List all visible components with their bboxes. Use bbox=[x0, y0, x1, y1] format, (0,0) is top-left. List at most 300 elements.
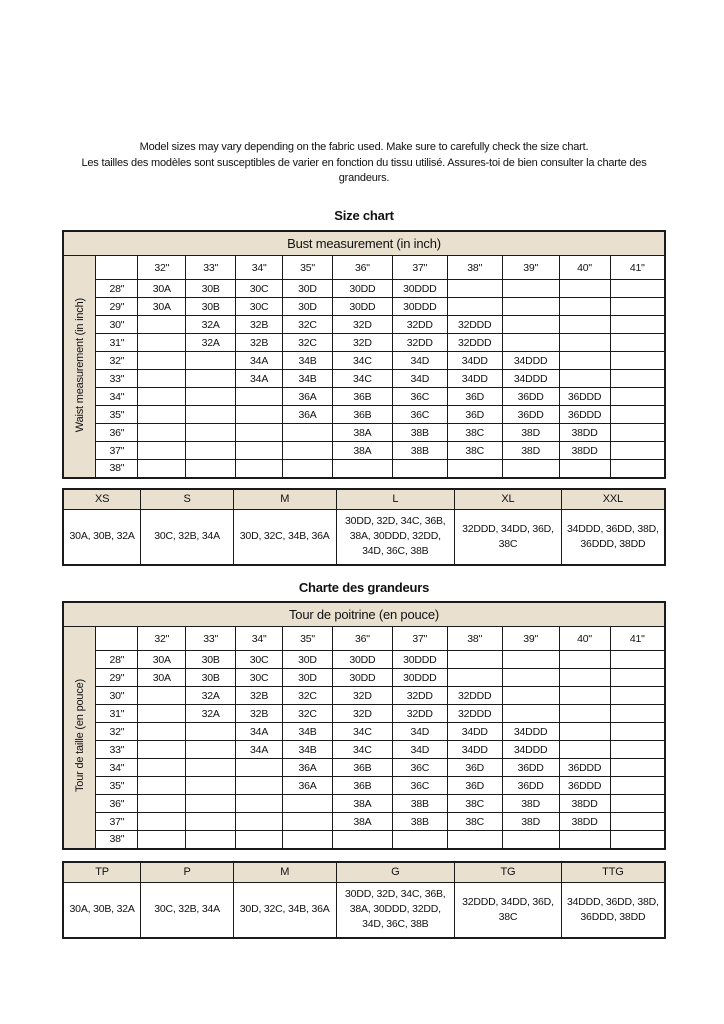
size-table-row bbox=[63, 388, 665, 406]
page-content bbox=[62, 0, 666, 939]
size-cell: 30C bbox=[236, 280, 283, 298]
size-cell: 38A bbox=[332, 813, 392, 831]
size-cell bbox=[186, 388, 236, 406]
size-group-header: TP bbox=[63, 862, 141, 883]
size-cell: 32C bbox=[283, 705, 333, 723]
size-cell: 34DD bbox=[447, 370, 502, 388]
size-cell: 38D bbox=[502, 442, 559, 460]
bust-column-header: 33" bbox=[186, 256, 236, 280]
size-cell: 32A bbox=[186, 705, 236, 723]
size-cell: 38B bbox=[392, 795, 447, 813]
size-cell bbox=[186, 831, 236, 849]
size-cell bbox=[283, 831, 333, 849]
size-cell bbox=[610, 813, 665, 831]
size-cell: 32B bbox=[236, 687, 283, 705]
bust-column-header: 33" bbox=[186, 627, 236, 651]
size-table-row bbox=[63, 424, 665, 442]
size-cell: 32A bbox=[186, 316, 236, 334]
group-values-row bbox=[63, 883, 665, 938]
size-table-row bbox=[63, 298, 665, 316]
size-cell: 36DDD bbox=[559, 759, 610, 777]
size-cell bbox=[138, 777, 186, 795]
bust-column-header: 39" bbox=[502, 256, 559, 280]
bust-column-header: 37" bbox=[392, 627, 447, 651]
size-cell bbox=[138, 388, 186, 406]
size-cell: 30C bbox=[236, 651, 283, 669]
size-cell bbox=[186, 352, 236, 370]
size-group-header: XS bbox=[63, 489, 141, 510]
size-cell: 34D bbox=[392, 370, 447, 388]
bust-measurement-header: Tour de poitrine (en pouce) bbox=[63, 602, 665, 627]
size-cell: 34D bbox=[392, 723, 447, 741]
waist-row-header: 28" bbox=[96, 651, 138, 669]
waist-row-header: 33" bbox=[96, 370, 138, 388]
size-group-header: XL bbox=[455, 489, 562, 510]
column-header-row bbox=[63, 256, 665, 280]
size-table-row bbox=[63, 831, 665, 849]
size-cell: 30DD bbox=[332, 669, 392, 687]
size-table-row bbox=[63, 651, 665, 669]
size-cell: 34DD bbox=[447, 741, 502, 759]
size-cell: 36DDD bbox=[559, 406, 610, 424]
size-cell: 36B bbox=[332, 777, 392, 795]
size-cell: 36B bbox=[332, 406, 392, 424]
size-cell: 34B bbox=[283, 741, 333, 759]
size-cell bbox=[283, 795, 333, 813]
size-table-row bbox=[63, 669, 665, 687]
size-table-french bbox=[62, 601, 666, 850]
waist-row-header: 32" bbox=[96, 723, 138, 741]
size-cell: 34A bbox=[236, 370, 283, 388]
waist-row-header: 34" bbox=[96, 388, 138, 406]
size-cell bbox=[138, 370, 186, 388]
size-group-values: 30A, 30B, 32A bbox=[63, 883, 141, 938]
size-cell: 34DDD bbox=[502, 723, 559, 741]
waist-row-header: 36" bbox=[96, 424, 138, 442]
size-table-row bbox=[63, 723, 665, 741]
measurement-band-row bbox=[63, 231, 665, 256]
size-cell bbox=[610, 723, 665, 741]
size-cell: 34DD bbox=[447, 723, 502, 741]
size-cell bbox=[186, 723, 236, 741]
size-cell bbox=[186, 424, 236, 442]
size-cell: 38C bbox=[447, 424, 502, 442]
size-cell bbox=[138, 741, 186, 759]
waist-side-label bbox=[63, 256, 96, 478]
size-cell: 38D bbox=[502, 795, 559, 813]
size-cell bbox=[138, 316, 186, 334]
size-table-row bbox=[63, 442, 665, 460]
size-cell: 36DD bbox=[502, 388, 559, 406]
size-cell bbox=[283, 460, 333, 478]
size-cell bbox=[610, 741, 665, 759]
size-cell bbox=[236, 388, 283, 406]
size-cell bbox=[502, 334, 559, 352]
bust-column-header: 32" bbox=[138, 627, 186, 651]
bust-column-header: 35" bbox=[283, 627, 333, 651]
size-cell bbox=[447, 651, 502, 669]
size-cell: 38B bbox=[392, 424, 447, 442]
size-cell: 36DD bbox=[502, 406, 559, 424]
size-cell: 32A bbox=[186, 687, 236, 705]
size-cell: 32D bbox=[332, 334, 392, 352]
size-cell: 36A bbox=[283, 406, 333, 424]
size-cell bbox=[559, 334, 610, 352]
size-cell: 36C bbox=[392, 388, 447, 406]
waist-row-header: 35" bbox=[96, 406, 138, 424]
size-group-header: TG bbox=[455, 862, 562, 883]
size-group-values: 30A, 30B, 32A bbox=[63, 510, 141, 565]
size-cell bbox=[559, 723, 610, 741]
size-cell: 34DDD bbox=[502, 370, 559, 388]
size-cell bbox=[138, 705, 186, 723]
bust-column-header: 34" bbox=[236, 256, 283, 280]
size-cell bbox=[610, 424, 665, 442]
size-cell: 30B bbox=[186, 651, 236, 669]
size-cell bbox=[283, 813, 333, 831]
size-table-row bbox=[63, 406, 665, 424]
size-cell bbox=[283, 442, 333, 460]
size-cell: 32DDD bbox=[447, 334, 502, 352]
size-cell: 36A bbox=[283, 388, 333, 406]
size-group-values: 30DD, 32D, 34C, 36B, 38A, 30DDD, 32DD, 34D, 36C, 38B bbox=[336, 510, 455, 565]
size-cell bbox=[610, 388, 665, 406]
size-table-row bbox=[63, 370, 665, 388]
size-cell bbox=[138, 687, 186, 705]
size-group-header: M bbox=[233, 489, 336, 510]
size-cell bbox=[236, 831, 283, 849]
size-cell: 36C bbox=[392, 759, 447, 777]
corner-cell bbox=[96, 627, 138, 651]
size-table-row bbox=[63, 795, 665, 813]
size-cell: 34D bbox=[392, 741, 447, 759]
waist-side-label bbox=[63, 627, 96, 849]
size-cell: 32C bbox=[283, 687, 333, 705]
size-cell: 36A bbox=[283, 777, 333, 795]
size-cell bbox=[138, 813, 186, 831]
size-cell: 30DD bbox=[332, 298, 392, 316]
size-cell: 38B bbox=[392, 442, 447, 460]
size-cell: 30C bbox=[236, 669, 283, 687]
size-cell: 30D bbox=[283, 280, 333, 298]
size-cell: 34A bbox=[236, 723, 283, 741]
bust-column-header: 40" bbox=[559, 256, 610, 280]
size-table-row bbox=[63, 460, 665, 478]
size-cell: 36D bbox=[447, 759, 502, 777]
waist-row-header: 37" bbox=[96, 442, 138, 460]
size-group-values: 30C, 32B, 34A bbox=[141, 883, 234, 938]
bust-column-header: 39" bbox=[502, 627, 559, 651]
size-cell: 32DD bbox=[392, 687, 447, 705]
size-cell bbox=[186, 741, 236, 759]
bust-column-header: 36" bbox=[332, 627, 392, 651]
bust-column-header: 37" bbox=[392, 256, 447, 280]
size-table-row bbox=[63, 759, 665, 777]
size-cell bbox=[610, 370, 665, 388]
waist-row-header: 31" bbox=[96, 334, 138, 352]
size-cell bbox=[559, 370, 610, 388]
size-cell: 36B bbox=[332, 759, 392, 777]
size-cell bbox=[559, 280, 610, 298]
size-group-values: 32DDD, 34DD, 36D, 38C bbox=[455, 510, 562, 565]
waist-row-header: 35" bbox=[96, 777, 138, 795]
size-group-values: 30D, 32C, 34B, 36A bbox=[233, 510, 336, 565]
intro-paragraph bbox=[62, 0, 666, 187]
size-cell: 32DDD bbox=[447, 705, 502, 723]
size-cell bbox=[502, 705, 559, 723]
waist-side-label-text: Waist measurement (in inch) bbox=[73, 297, 86, 432]
size-cell: 36D bbox=[447, 388, 502, 406]
size-cell: 36C bbox=[392, 406, 447, 424]
size-group-values: 30C, 32B, 34A bbox=[141, 510, 234, 565]
size-cell: 30A bbox=[138, 651, 186, 669]
size-table-row bbox=[63, 741, 665, 759]
bust-column-header: 40" bbox=[559, 627, 610, 651]
size-cell: 32A bbox=[186, 334, 236, 352]
size-cell bbox=[138, 406, 186, 424]
size-cell: 38B bbox=[392, 813, 447, 831]
waist-row-header: 32" bbox=[96, 352, 138, 370]
size-cell: 36DD bbox=[502, 759, 559, 777]
waist-row-header: 31" bbox=[96, 705, 138, 723]
size-group-header: TTG bbox=[561, 862, 665, 883]
size-table-english bbox=[62, 230, 666, 479]
size-cell: 34A bbox=[236, 352, 283, 370]
size-cell bbox=[138, 352, 186, 370]
waist-row-header: 28" bbox=[96, 280, 138, 298]
size-cell bbox=[559, 460, 610, 478]
size-cell: 32D bbox=[332, 705, 392, 723]
bust-column-header: 35" bbox=[283, 256, 333, 280]
size-cell bbox=[236, 777, 283, 795]
size-cell: 30DDD bbox=[392, 298, 447, 316]
section-title-french: Charte des grandeurs bbox=[298, 579, 430, 595]
size-cell bbox=[502, 687, 559, 705]
size-cell bbox=[447, 298, 502, 316]
group-header-row bbox=[63, 489, 665, 510]
size-cell: 34C bbox=[332, 352, 392, 370]
size-cell bbox=[236, 406, 283, 424]
size-cell: 30DDD bbox=[392, 280, 447, 298]
size-cell bbox=[502, 316, 559, 334]
size-cell bbox=[186, 813, 236, 831]
size-cell: 34D bbox=[392, 352, 447, 370]
bust-column-header: 41" bbox=[610, 256, 665, 280]
size-cell bbox=[610, 777, 665, 795]
size-table-row bbox=[63, 352, 665, 370]
size-table-row bbox=[63, 687, 665, 705]
size-cell bbox=[502, 460, 559, 478]
size-cell bbox=[392, 460, 447, 478]
intro-line-french: Les tailles des modèles sont susceptibles de varier en fonction du tissu utilisé. Assures-toi de bien consulter la charte des grandeurs. bbox=[81, 156, 647, 184]
size-cell bbox=[447, 669, 502, 687]
size-cell: 32C bbox=[283, 316, 333, 334]
size-cell bbox=[236, 795, 283, 813]
size-cell: 38C bbox=[447, 795, 502, 813]
waist-row-header: 36" bbox=[96, 795, 138, 813]
size-cell bbox=[283, 424, 333, 442]
size-cell bbox=[447, 460, 502, 478]
waist-row-header: 34" bbox=[96, 759, 138, 777]
waist-row-header: 29" bbox=[96, 669, 138, 687]
size-cell bbox=[236, 759, 283, 777]
size-cell bbox=[236, 442, 283, 460]
size-cell: 30D bbox=[283, 651, 333, 669]
size-cell bbox=[610, 795, 665, 813]
size-cell: 38D bbox=[502, 424, 559, 442]
size-cell bbox=[502, 298, 559, 316]
size-cell: 34DDD bbox=[502, 352, 559, 370]
size-group-header: L bbox=[336, 489, 455, 510]
size-cell bbox=[502, 831, 559, 849]
size-group-header: M bbox=[233, 862, 336, 883]
section-title-english: Size chart bbox=[334, 207, 394, 223]
size-cell: 30B bbox=[186, 669, 236, 687]
size-cell: 34C bbox=[332, 370, 392, 388]
size-cell: 38DD bbox=[559, 424, 610, 442]
size-cell bbox=[138, 334, 186, 352]
size-cell: 38C bbox=[447, 813, 502, 831]
size-cell bbox=[559, 316, 610, 334]
bust-column-header: 38" bbox=[447, 627, 502, 651]
bust-column-header: 36" bbox=[332, 256, 392, 280]
section-french bbox=[62, 580, 666, 939]
size-cell bbox=[610, 831, 665, 849]
size-table-row bbox=[63, 777, 665, 795]
size-cell: 32DDD bbox=[447, 316, 502, 334]
size-cell: 30B bbox=[186, 298, 236, 316]
size-cell bbox=[559, 831, 610, 849]
size-cell: 36D bbox=[447, 406, 502, 424]
size-cell: 36A bbox=[283, 759, 333, 777]
size-cell: 30A bbox=[138, 280, 186, 298]
waist-row-header: 30" bbox=[96, 316, 138, 334]
size-table-row bbox=[63, 334, 665, 352]
size-cell bbox=[559, 352, 610, 370]
size-cell: 38A bbox=[332, 795, 392, 813]
size-cell: 38A bbox=[332, 424, 392, 442]
size-cell: 32B bbox=[236, 334, 283, 352]
size-group-header: P bbox=[141, 862, 234, 883]
size-cell bbox=[502, 280, 559, 298]
size-cell bbox=[610, 759, 665, 777]
size-cell bbox=[138, 442, 186, 460]
size-group-header: G bbox=[336, 862, 455, 883]
size-cell bbox=[447, 280, 502, 298]
size-cell: 32D bbox=[332, 687, 392, 705]
size-cell bbox=[138, 723, 186, 741]
size-table-row bbox=[63, 705, 665, 723]
size-cell: 30B bbox=[186, 280, 236, 298]
size-cell: 30C bbox=[236, 298, 283, 316]
size-cell bbox=[236, 460, 283, 478]
size-cell bbox=[559, 669, 610, 687]
size-cell bbox=[186, 442, 236, 460]
size-cell bbox=[559, 687, 610, 705]
size-cell: 30D bbox=[283, 669, 333, 687]
size-cell bbox=[138, 795, 186, 813]
size-cell: 38D bbox=[502, 813, 559, 831]
size-cell: 38DD bbox=[559, 442, 610, 460]
waist-side-label-text: Tour de taille (en pouce) bbox=[73, 679, 86, 793]
size-cell: 36B bbox=[332, 388, 392, 406]
size-cell: 30DDD bbox=[392, 669, 447, 687]
size-cell bbox=[559, 651, 610, 669]
size-cell: 32C bbox=[283, 334, 333, 352]
size-group-header: XXL bbox=[561, 489, 665, 510]
size-cell: 34C bbox=[332, 741, 392, 759]
size-cell bbox=[610, 298, 665, 316]
size-cell bbox=[559, 705, 610, 723]
size-cell: 36C bbox=[392, 777, 447, 795]
bust-column-header: 32" bbox=[138, 256, 186, 280]
group-header-row bbox=[63, 862, 665, 883]
size-group-values: 34DDD, 36DD, 38D, 36DDD, 38DD bbox=[561, 883, 665, 938]
bust-column-header: 34" bbox=[236, 627, 283, 651]
size-cell bbox=[610, 705, 665, 723]
size-cell bbox=[610, 669, 665, 687]
column-header-row bbox=[63, 627, 665, 651]
size-cell bbox=[502, 651, 559, 669]
size-cell: 30D bbox=[283, 298, 333, 316]
size-cell: 36D bbox=[447, 777, 502, 795]
size-group-values: 32DDD, 34DD, 36D, 38C bbox=[455, 883, 562, 938]
size-cell bbox=[610, 352, 665, 370]
section-english bbox=[62, 208, 666, 566]
size-cell bbox=[559, 298, 610, 316]
size-cell: 32DD bbox=[392, 705, 447, 723]
size-cell: 34DDD bbox=[502, 741, 559, 759]
size-cell bbox=[610, 687, 665, 705]
size-cell bbox=[138, 424, 186, 442]
size-group-table-english bbox=[62, 488, 666, 566]
size-group-header: S bbox=[141, 489, 234, 510]
size-cell: 38A bbox=[332, 442, 392, 460]
size-cell bbox=[559, 741, 610, 759]
size-cell: 34B bbox=[283, 723, 333, 741]
size-cell bbox=[138, 831, 186, 849]
size-cell: 32D bbox=[332, 316, 392, 334]
size-cell bbox=[332, 460, 392, 478]
size-cell bbox=[186, 759, 236, 777]
size-cell bbox=[447, 831, 502, 849]
bust-column-header: 38" bbox=[447, 256, 502, 280]
size-cell: 36DDD bbox=[559, 777, 610, 795]
corner-cell bbox=[96, 256, 138, 280]
size-cell bbox=[236, 813, 283, 831]
size-cell: 34C bbox=[332, 723, 392, 741]
waist-row-header: 38" bbox=[96, 460, 138, 478]
size-group-values: 30D, 32C, 34B, 36A bbox=[233, 883, 336, 938]
size-table-row bbox=[63, 316, 665, 334]
size-cell bbox=[186, 406, 236, 424]
size-cell bbox=[610, 460, 665, 478]
size-cell: 34B bbox=[283, 370, 333, 388]
intro-line-english: Model sizes may vary depending on the fabric used. Make sure to carefully check the size chart. bbox=[139, 141, 589, 153]
size-cell bbox=[186, 795, 236, 813]
size-group-table-french bbox=[62, 861, 666, 939]
size-group-values: 34DDD, 36DD, 38D, 36DDD, 38DD bbox=[561, 510, 665, 565]
size-cell bbox=[332, 831, 392, 849]
size-cell: 36DD bbox=[502, 777, 559, 795]
bust-column-header: 41" bbox=[610, 627, 665, 651]
waist-row-header: 33" bbox=[96, 741, 138, 759]
size-cell bbox=[610, 334, 665, 352]
size-cell: 34B bbox=[283, 352, 333, 370]
size-cell: 32DD bbox=[392, 334, 447, 352]
size-cell: 36DDD bbox=[559, 388, 610, 406]
size-cell: 38C bbox=[447, 442, 502, 460]
